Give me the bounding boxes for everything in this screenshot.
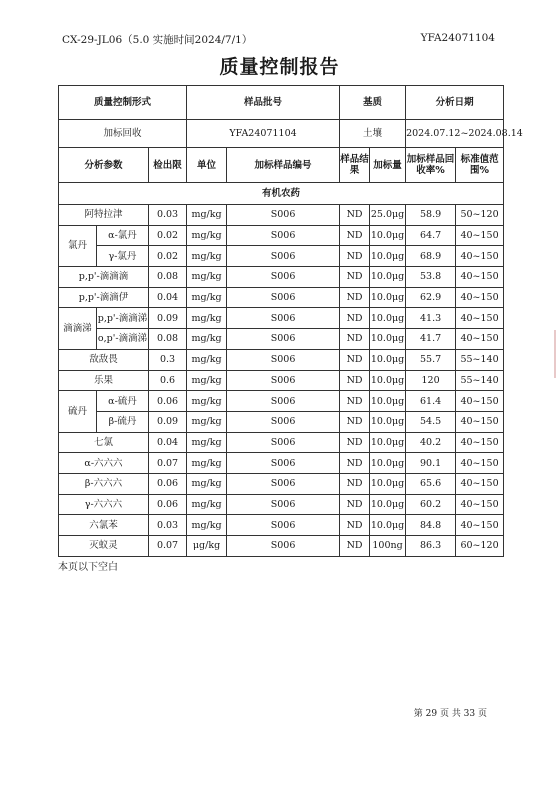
page-title: 质量控制报告	[219, 56, 340, 78]
range-cell: 40~150	[456, 225, 504, 246]
sample-cell: S006	[227, 473, 340, 494]
unit-cell: mg/kg	[187, 370, 227, 391]
range-cell: 55~140	[456, 349, 504, 370]
range-cell: 40~150	[456, 287, 504, 308]
spike-cell: 10.0μg	[370, 453, 406, 474]
section-title: 有机农药	[59, 183, 504, 205]
table-row	[59, 391, 504, 412]
document-code: CX-29-JL06（5.0 实施时间2024/7/1）	[62, 34, 253, 46]
param-cell: o,p'-滴滴涕	[97, 329, 149, 350]
lod-cell: 0.04	[149, 432, 187, 453]
recovery-cell: 65.6	[406, 473, 456, 494]
table-row	[59, 494, 504, 515]
sample-cell: S006	[227, 494, 340, 515]
recovery-cell: 68.9	[406, 246, 456, 267]
spike-cell: 10.0μg	[370, 267, 406, 288]
spike-cell: 100ng	[370, 536, 406, 557]
lod-cell: 0.02	[149, 225, 187, 246]
col-header-spike: 加标量	[370, 148, 406, 183]
col-header-result: 样品结果	[340, 148, 370, 183]
unit-cell: mg/kg	[187, 267, 227, 288]
result-cell: ND	[340, 536, 370, 557]
lod-cell: 0.3	[149, 349, 187, 370]
table-row	[59, 267, 504, 288]
recovery-cell: 54.5	[406, 411, 456, 432]
param-cell: 乐果	[59, 370, 149, 391]
unit-cell: mg/kg	[187, 494, 227, 515]
spike-cell: 10.0μg	[370, 308, 406, 329]
recovery-cell: 53.8	[406, 267, 456, 288]
lod-cell: 0.6	[149, 370, 187, 391]
table-row	[59, 308, 504, 329]
col-header-sample: 加标样品编号	[227, 148, 340, 183]
qc-type-label: 质量控制形式	[59, 86, 187, 120]
result-cell: ND	[340, 391, 370, 412]
table-row	[59, 225, 504, 246]
result-cell: ND	[340, 329, 370, 350]
param-cell: p,p'-滴滴伊	[59, 287, 149, 308]
unit-cell: mg/kg	[187, 246, 227, 267]
unit-cell: mg/kg	[187, 205, 227, 226]
spike-cell: 10.0μg	[370, 287, 406, 308]
result-cell: ND	[340, 246, 370, 267]
param-cell: γ-氯丹	[97, 246, 149, 267]
range-cell: 55~140	[456, 370, 504, 391]
matrix-value: 土壤	[340, 120, 406, 148]
analysis-date-label: 分析日期	[406, 86, 504, 120]
col-header-lod: 检出限	[149, 148, 187, 183]
recovery-cell: 40.2	[406, 432, 456, 453]
lod-cell: 0.02	[149, 246, 187, 267]
spike-cell: 10.0μg	[370, 246, 406, 267]
sample-cell: S006	[227, 370, 340, 391]
lod-cell: 0.03	[149, 205, 187, 226]
sample-cell: S006	[227, 515, 340, 536]
spike-cell: 10.0μg	[370, 349, 406, 370]
top-value-row	[59, 120, 504, 148]
result-cell: ND	[340, 349, 370, 370]
param-cell: β-六六六	[59, 473, 149, 494]
unit-cell: mg/kg	[187, 329, 227, 350]
lod-cell: 0.08	[149, 267, 187, 288]
table-row	[59, 349, 504, 370]
recovery-cell: 58.9	[406, 205, 456, 226]
range-cell: 40~150	[456, 515, 504, 536]
sample-cell: S006	[227, 391, 340, 412]
result-cell: ND	[340, 473, 370, 494]
sample-cell: S006	[227, 246, 340, 267]
spike-cell: 10.0μg	[370, 370, 406, 391]
param-cell: α-六六六	[59, 453, 149, 474]
range-cell: 40~150	[456, 246, 504, 267]
table-row	[59, 411, 504, 432]
result-cell: ND	[340, 205, 370, 226]
recovery-cell: 55.7	[406, 349, 456, 370]
data-rows	[59, 205, 504, 557]
range-cell: 40~150	[456, 329, 504, 350]
group-label: 滴滴涕	[59, 308, 97, 349]
recovery-cell: 86.3	[406, 536, 456, 557]
result-cell: ND	[340, 453, 370, 474]
lod-cell: 0.09	[149, 308, 187, 329]
sample-cell: S006	[227, 287, 340, 308]
recovery-cell: 60.2	[406, 494, 456, 515]
group-label: 硫丹	[59, 391, 97, 432]
unit-cell: mg/kg	[187, 349, 227, 370]
param-cell: p,p'-滴滴滴	[59, 267, 149, 288]
result-cell: ND	[340, 225, 370, 246]
param-cell: 六氯苯	[59, 515, 149, 536]
lod-cell: 0.07	[149, 536, 187, 557]
recovery-cell: 41.3	[406, 308, 456, 329]
analysis-date-value: 2024.07.12~2024.08.14	[406, 120, 504, 148]
unit-cell: mg/kg	[187, 225, 227, 246]
sample-cell: S006	[227, 329, 340, 350]
range-cell: 40~150	[456, 494, 504, 515]
table-row	[59, 287, 504, 308]
matrix-label: 基质	[340, 86, 406, 120]
table-row	[59, 536, 504, 557]
lod-cell: 0.07	[149, 453, 187, 474]
recovery-cell: 84.8	[406, 515, 456, 536]
table-row	[59, 453, 504, 474]
spike-cell: 25.0μg	[370, 205, 406, 226]
result-cell: ND	[340, 515, 370, 536]
col-header-recovery: 加标样品回收率%	[406, 148, 456, 183]
table-row	[59, 473, 504, 494]
column-header-row	[59, 148, 504, 183]
col-header-param: 分析参数	[59, 148, 149, 183]
sample-cell: S006	[227, 267, 340, 288]
result-cell: ND	[340, 287, 370, 308]
range-cell: 40~150	[456, 267, 504, 288]
range-cell: 40~150	[456, 432, 504, 453]
range-cell: 40~150	[456, 391, 504, 412]
spike-cell: 10.0μg	[370, 329, 406, 350]
table-row	[59, 205, 504, 226]
lod-cell: 0.03	[149, 515, 187, 536]
param-cell: 灭蚁灵	[59, 536, 149, 557]
unit-cell: mg/kg	[187, 411, 227, 432]
unit-cell: mg/kg	[187, 473, 227, 494]
batch-label: 样品批号	[187, 86, 340, 120]
sample-cell: S006	[227, 225, 340, 246]
section-row	[59, 183, 504, 205]
result-cell: ND	[340, 267, 370, 288]
spike-cell: 10.0μg	[370, 225, 406, 246]
result-cell: ND	[340, 494, 370, 515]
result-cell: ND	[340, 432, 370, 453]
range-cell: 60~120	[456, 536, 504, 557]
lod-cell: 0.06	[149, 473, 187, 494]
result-cell: ND	[340, 370, 370, 391]
sample-cell: S006	[227, 205, 340, 226]
unit-cell: mg/kg	[187, 308, 227, 329]
sample-cell: S006	[227, 308, 340, 329]
lod-cell: 0.04	[149, 287, 187, 308]
lod-cell: 0.06	[149, 494, 187, 515]
table-row	[59, 432, 504, 453]
recovery-cell: 62.9	[406, 287, 456, 308]
footer-note: 本页以下空白	[58, 562, 118, 573]
table-row	[59, 246, 504, 267]
unit-cell: mg/kg	[187, 453, 227, 474]
range-cell: 40~150	[456, 411, 504, 432]
sample-cell: S006	[227, 432, 340, 453]
sample-cell: S006	[227, 536, 340, 557]
sample-cell: S006	[227, 349, 340, 370]
spike-cell: 10.0μg	[370, 494, 406, 515]
recovery-cell: 120	[406, 370, 456, 391]
qc-type-value: 加标回收	[59, 120, 187, 148]
range-cell: 40~150	[456, 473, 504, 494]
range-cell: 40~150	[456, 308, 504, 329]
param-cell: 阿特拉津	[59, 205, 149, 226]
report-id: YFA24071104	[420, 32, 495, 44]
sample-cell: S006	[227, 453, 340, 474]
result-cell: ND	[340, 411, 370, 432]
recovery-cell: 64.7	[406, 225, 456, 246]
range-cell: 40~150	[456, 453, 504, 474]
unit-cell: mg/kg	[187, 432, 227, 453]
recovery-cell: 90.1	[406, 453, 456, 474]
lod-cell: 0.06	[149, 391, 187, 412]
recovery-cell: 61.4	[406, 391, 456, 412]
range-cell: 50~120	[456, 205, 504, 226]
lod-cell: 0.09	[149, 411, 187, 432]
lod-cell: 0.08	[149, 329, 187, 350]
param-cell: 七氯	[59, 432, 149, 453]
param-cell: α-氯丹	[97, 225, 149, 246]
unit-cell: mg/kg	[187, 391, 227, 412]
batch-value: YFA24071104	[187, 120, 340, 148]
table-row	[59, 515, 504, 536]
spike-cell: 10.0μg	[370, 515, 406, 536]
quality-control-table	[58, 85, 523, 557]
param-cell: γ-六六六	[59, 494, 149, 515]
col-header-unit: 单位	[187, 148, 227, 183]
unit-cell: mg/kg	[187, 515, 227, 536]
page-edge-mark	[553, 330, 557, 378]
table-row	[59, 329, 504, 350]
page-number: 第 29 页 共 33 页	[413, 709, 487, 719]
spike-cell: 10.0μg	[370, 473, 406, 494]
table-row	[59, 370, 504, 391]
unit-cell: μg/kg	[187, 536, 227, 557]
spike-cell: 10.0μg	[370, 432, 406, 453]
col-header-range: 标准值范围%	[456, 148, 504, 183]
param-cell: α-硫丹	[97, 391, 149, 412]
spike-cell: 10.0μg	[370, 411, 406, 432]
param-cell: 敌敌畏	[59, 349, 149, 370]
sample-cell: S006	[227, 411, 340, 432]
unit-cell: mg/kg	[187, 287, 227, 308]
group-label: 氯丹	[59, 225, 97, 266]
spike-cell: 10.0μg	[370, 391, 406, 412]
param-cell: β-硫丹	[97, 411, 149, 432]
top-header-row	[59, 86, 504, 120]
param-cell: p,p'-滴滴涕	[97, 308, 149, 329]
result-cell: ND	[340, 308, 370, 329]
recovery-cell: 41.7	[406, 329, 456, 350]
